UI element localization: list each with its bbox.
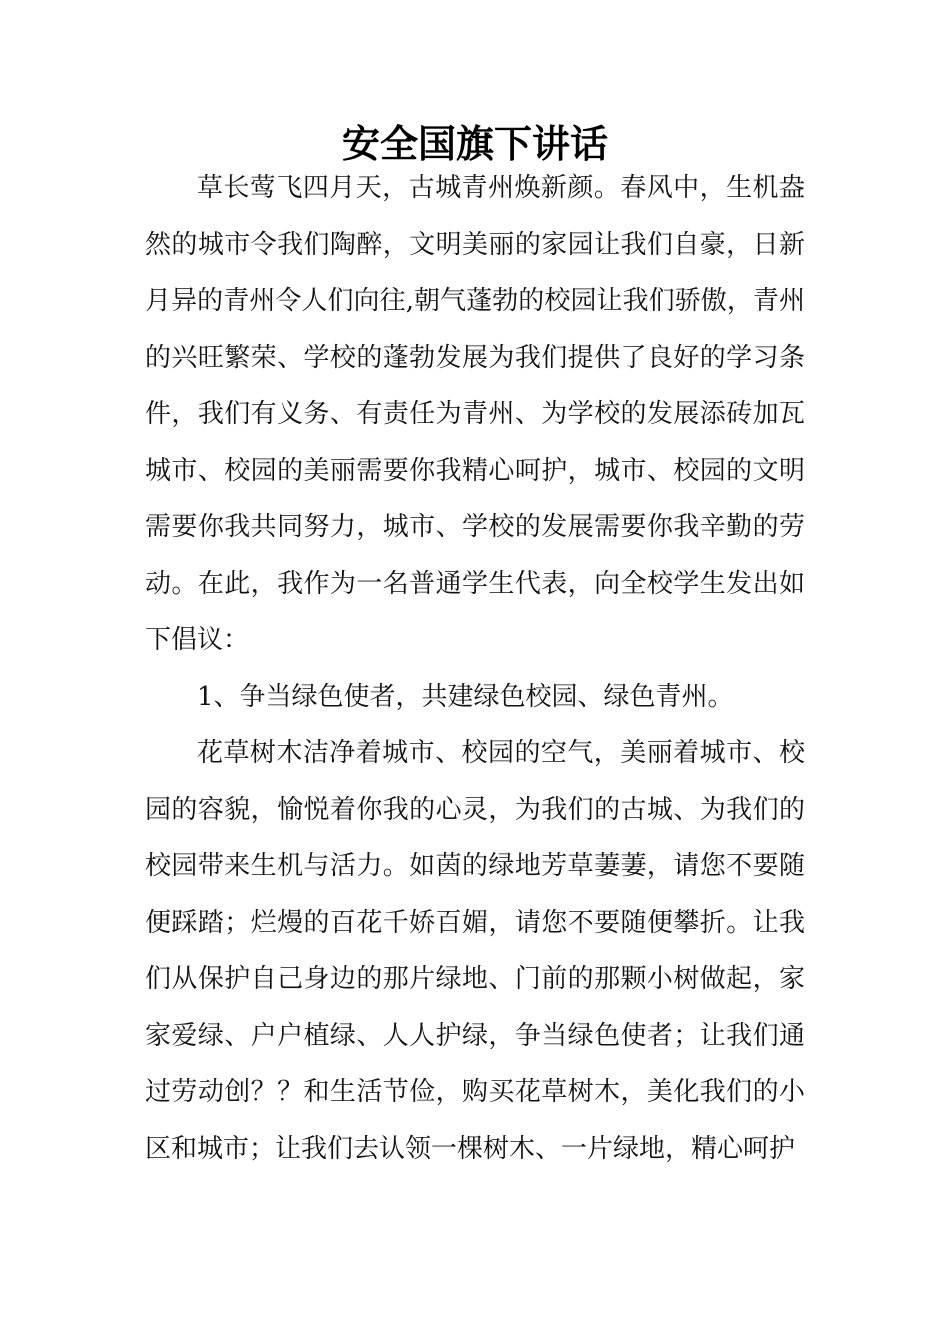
paragraph-green-envoy: 花草树木洁净着城市、校园的空气，美丽着城市、校园的容貌，愉悦着你我的心灵，为我们的古城、为我们的校园带来生机与活力。如茵的绿地芳草萋萋，请您不要随便踩踏；烂熳的百花千娇百媚，请您不要随便攀折。让我们从保护自己身边的那片绿地、门前的那颗小树做起，家家爱绿、户户植绿、人人护绿，争当绿色使者；让我们通过劳动创？？和生活节俭，购买花草树木，美化我们的小区和城市；让我们去认领一棵树木、一片绿地，精心呵护 <box>145 738 805 1164</box>
paragraph-proposal-1: 1、争当绿色使者，共建绿色校园、绿色青州。 <box>197 681 734 712</box>
paragraph-intro: 草长莺飞四月天，古城青州焕新颜。春风中，生机盎然的城市令我们陶醉，文明美丽的家园让我们自豪，日新月异的青州令人们向往,朝气蓬勃的校园让我们骄傲，青州的兴旺繁荣、学校的蓬勃发展为我们提供了良好的学习条件，我们有义务、有责任为青州、为学校的发展添砖加瓦城市、校园的美丽需要你我精心呵护，城市、校园的文明需要你我共同努力，城市、学校的发展需要你我辛勤的劳动。在此，我作为一名普通学生代表，向全校学生发出如下倡议： <box>145 173 805 655</box>
page-title: 安全国旗下讲话 <box>341 122 608 166</box>
document-body <box>145 160 805 1177</box>
